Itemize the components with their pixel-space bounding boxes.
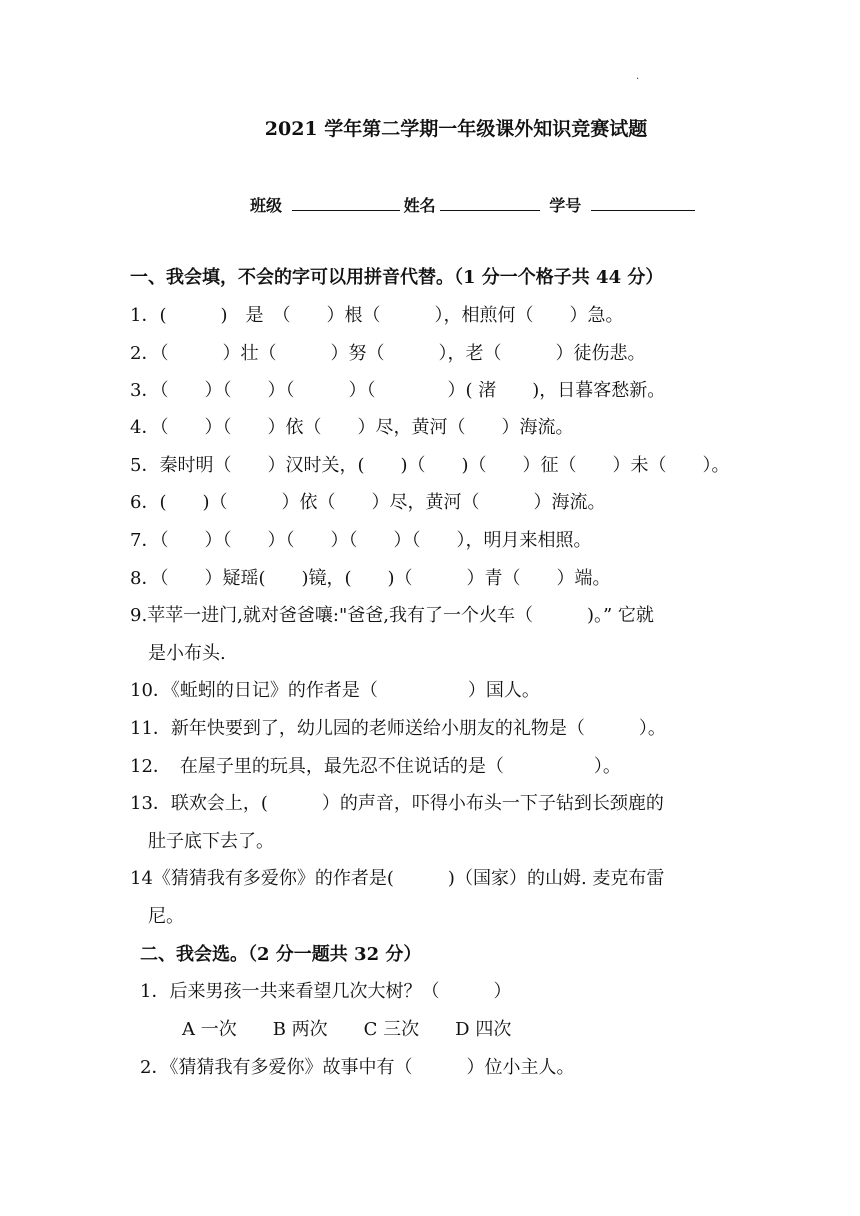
number-blank[interactable]: [591, 192, 695, 211]
question-line: 14《猜猜我有多爱你》的作者是( )（国家）的山姆. 麦克布雷: [130, 868, 665, 889]
question-line: 5．秦时明（ ）汉时关，( )（ )（ ）征（ ）未（ ）。: [130, 455, 730, 476]
student-info-row: [250, 192, 699, 218]
question-line: 2．（ ）壮（ ）努（ ），老（ ）徒伤悲。: [130, 343, 646, 364]
corner-mark: .: [636, 71, 640, 82]
section-1-heading: 一、我会填，不会的字可以用拼音代替。（1 分一个格子共 44 分）: [130, 267, 664, 288]
section-2-heading: 二、我会选。（2 分一题共 32 分）: [140, 944, 422, 965]
question-line: 是小布头.: [130, 643, 226, 664]
question-line: 9.苹苹一进门,就对爸爸嚷:"爸爸,我有了一个火车（ )。” 它就: [130, 605, 654, 626]
class-label: 班级: [250, 196, 283, 215]
question-line: 8．（ ）疑瑶( )镜，( )（ ）青（ ）端。: [130, 568, 611, 589]
name-label: 姓名: [403, 196, 436, 215]
question-line: 12． 在屋子里的玩具，最先忍不住说话的是（ ）。: [130, 756, 621, 777]
question-line: 7．（ ）（ ）（ ）（ ）（ ），明月来相照。: [130, 530, 592, 551]
question-line: 1．( ) 是 （ ）根（ ），相煎何（ ）急。: [130, 305, 624, 326]
question-line: 4．（ ）（ ）依（ ）尽，黄河（ ）海流。: [130, 417, 574, 438]
question-line: 尼。: [130, 906, 184, 927]
page-title: 2021 学年第二学期一年级课外知识竞赛试题: [264, 118, 648, 140]
question-line: 11．新年快要到了，幼儿园的老师送给小朋友的礼物是（ ）。: [130, 718, 666, 739]
class-blank[interactable]: [292, 192, 400, 211]
question-line: 10．《蚯蚓的日记》的作者是（ ）国人。: [130, 680, 540, 701]
question-line: 3．（ ）（ ）（ ）（ ）( 渚 )，日暮客愁新。: [130, 380, 666, 401]
number-label: 学号: [549, 196, 582, 215]
question-line: 1．后来男孩一共来看望几次大树？（ ）: [140, 981, 512, 1002]
question-line: 13．联欢会上，( ）的声音，吓得小布头一下子钻到长颈鹿的: [130, 793, 664, 814]
question-line: 2．《猜猜我有多爱你》故事中有（ ）位小主人。: [140, 1057, 575, 1078]
question-line: 6．( )（ ）依（ ）尽，黄河（ ）海流。: [130, 492, 606, 513]
name-blank[interactable]: [440, 192, 540, 211]
answer-options: A 一次 B 两次 C 三次 D 四次: [182, 1019, 512, 1040]
question-line: 肚子底下去了。: [130, 831, 274, 852]
